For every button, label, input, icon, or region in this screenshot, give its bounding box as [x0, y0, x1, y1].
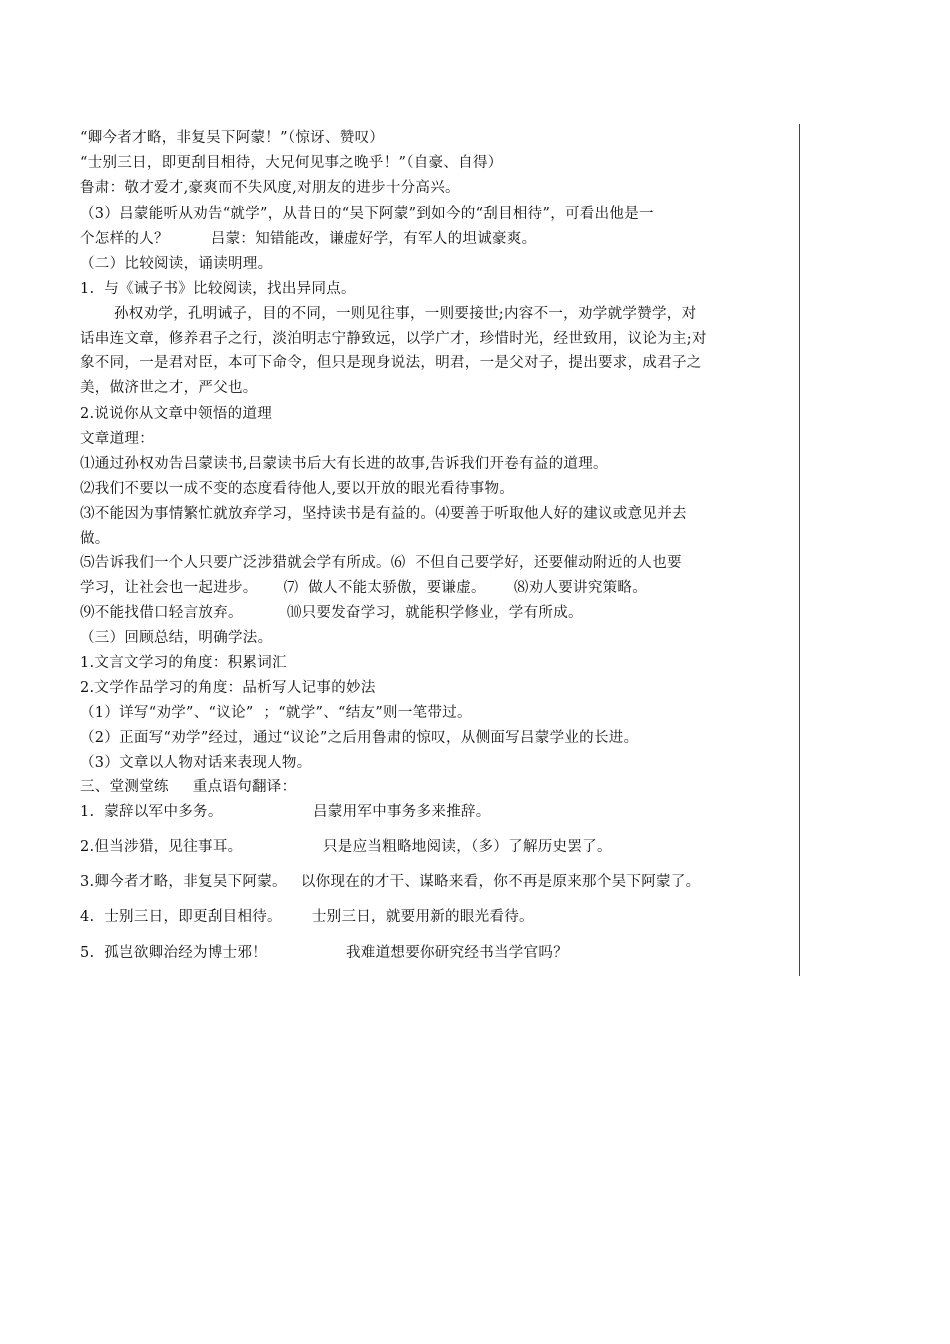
quote-line: “卿今者才略，非复吴下阿蒙！”（惊讶、赞叹） [80, 130, 385, 146]
reason-line: 做。 [80, 531, 110, 547]
reason-text: ⑼不能找借口轻言放弃。 [80, 605, 243, 621]
margin-rule [799, 124, 800, 976]
translation-row [80, 872, 700, 892]
translation-text: 我难道想要你研究经书当学官吗？ [346, 945, 568, 961]
list-item: 1. 与《诫子书》比较阅读，找出异同点。 [80, 281, 356, 297]
source-sentence: 4. 士别三日，即更刮目相待。 [80, 909, 282, 925]
reason-line: ⑵我们不要以一成不变的态度看待他人,要以开放的眼光看待事物。 [80, 481, 515, 497]
method-line: 1.文言文学习的角度：积累词汇 [80, 655, 287, 671]
source-sentence: 1. 蒙辞以军中多务。 [80, 804, 223, 820]
question-line: （3）吕蒙能听从劝告“就学”，从昔日的“吴下阿蒙”到如今的“刮目相待”，可看出他是一 [80, 206, 654, 222]
answer-text: 吕蒙：知错能改，谦虚好学，有军人的坦诚豪爽。 [210, 231, 537, 247]
section-title: 三、堂测堂练 [80, 779, 169, 795]
reason-text: 学习，让社会也一起进步。 [80, 580, 258, 596]
list-item: 2.说说你从文章中领悟的道理 [80, 406, 273, 422]
question-line [80, 229, 536, 249]
subheading: 文章道理： [80, 431, 154, 447]
section-subtitle: 重点语句翻译： [192, 779, 297, 795]
method-line: 2.文学作品学习的角度：品析写人记事的妙法 [80, 680, 376, 696]
question-text: 个怎样的人？ [80, 231, 169, 247]
reason-line: ⑴通过孙权劝告吕蒙读书,吕蒙读书后大有长进的故事,告诉我们开卷有益的道理。 [80, 456, 608, 472]
source-sentence: 2.但当涉猎，见往事耳。 [80, 839, 243, 855]
method-line: （1）详写“劝学”、“议论” ；“就学”、“结友”则一笔带过。 [80, 705, 472, 721]
method-line: （3）文章以人物对话来表现人物。 [80, 755, 312, 771]
paragraph-line: 孙权劝学，孔明诫子，目的不同，一则见往事，一则要接世;内容不一，劝学就学赞学，对 [114, 306, 697, 322]
reason-line: ⑶不能因为事情繁忙就放弃学习，坚持读书是有益的。⑷要善于听取他人好的建议或意见并去 [80, 506, 687, 522]
reason-text: ⑻劝人要讲究策略。 [513, 580, 648, 596]
reason-text: ⑺ 做人不能太骄傲，要谦虚。 [283, 580, 486, 596]
lusu-line: 鲁肃：敬才爱才,豪爽而不失风度,对朋友的进步十分高兴。 [80, 180, 460, 196]
paragraph-line: 话串连文章，修养君子之行，淡泊明志宁静致远，以学广才，珍惜时光，经世致用，议论为主;对 [80, 331, 707, 347]
translation-text: 吕蒙用军中事务多来推辞。 [313, 804, 491, 820]
translation-row [80, 802, 223, 822]
translation-text: 士别三日，就要用新的眼光看待。 [311, 909, 534, 925]
method-line: （2）正面写“劝学”经过，通过“议论”之后用鲁肃的惊叹，从侧面写吕蒙学业的长进。 [80, 730, 639, 746]
translation-row [80, 907, 534, 927]
translation-row [80, 837, 242, 857]
quote-line: “士别三日，即更刮目相待，大兄何见事之晚乎！”（自豪、自得） [80, 155, 503, 171]
reason-line: ⑸告诉我们一个人只要广泛涉猎就会学有所成。⑹ 不但自己要学好，还要催动附近的人也要 [80, 555, 682, 571]
paragraph-line: 象不同，一是君对臣，本可下命令，但只是现身说法，明君，一是父对子，提出要求，成君子之 [80, 355, 702, 371]
reason-line [80, 578, 647, 598]
translation-text: 只是应当粗略地阅读，（多）了解历史罢了。 [323, 839, 612, 855]
translation-text: 以你现在的才干、谋略来看，你不再是原来那个吴下阿蒙了。 [300, 874, 701, 890]
reason-line [80, 603, 583, 623]
reason-text: ⑽只要发奋学习，就能积学修业，学有所成。 [286, 605, 583, 621]
translation-row [80, 943, 267, 963]
paragraph-line: 美，做济世之才，严父也。 [80, 380, 258, 396]
section-heading: （三）回顾总结，明确学法。 [80, 630, 273, 646]
source-sentence: 5. 孤岂欲卿治经为博士邪！ [80, 945, 268, 961]
source-sentence: 3.卿今者才略，非复吴下阿蒙。 [80, 874, 287, 890]
section-heading: （二）比较阅读，诵读明理。 [80, 256, 273, 272]
section-heading [80, 777, 296, 797]
